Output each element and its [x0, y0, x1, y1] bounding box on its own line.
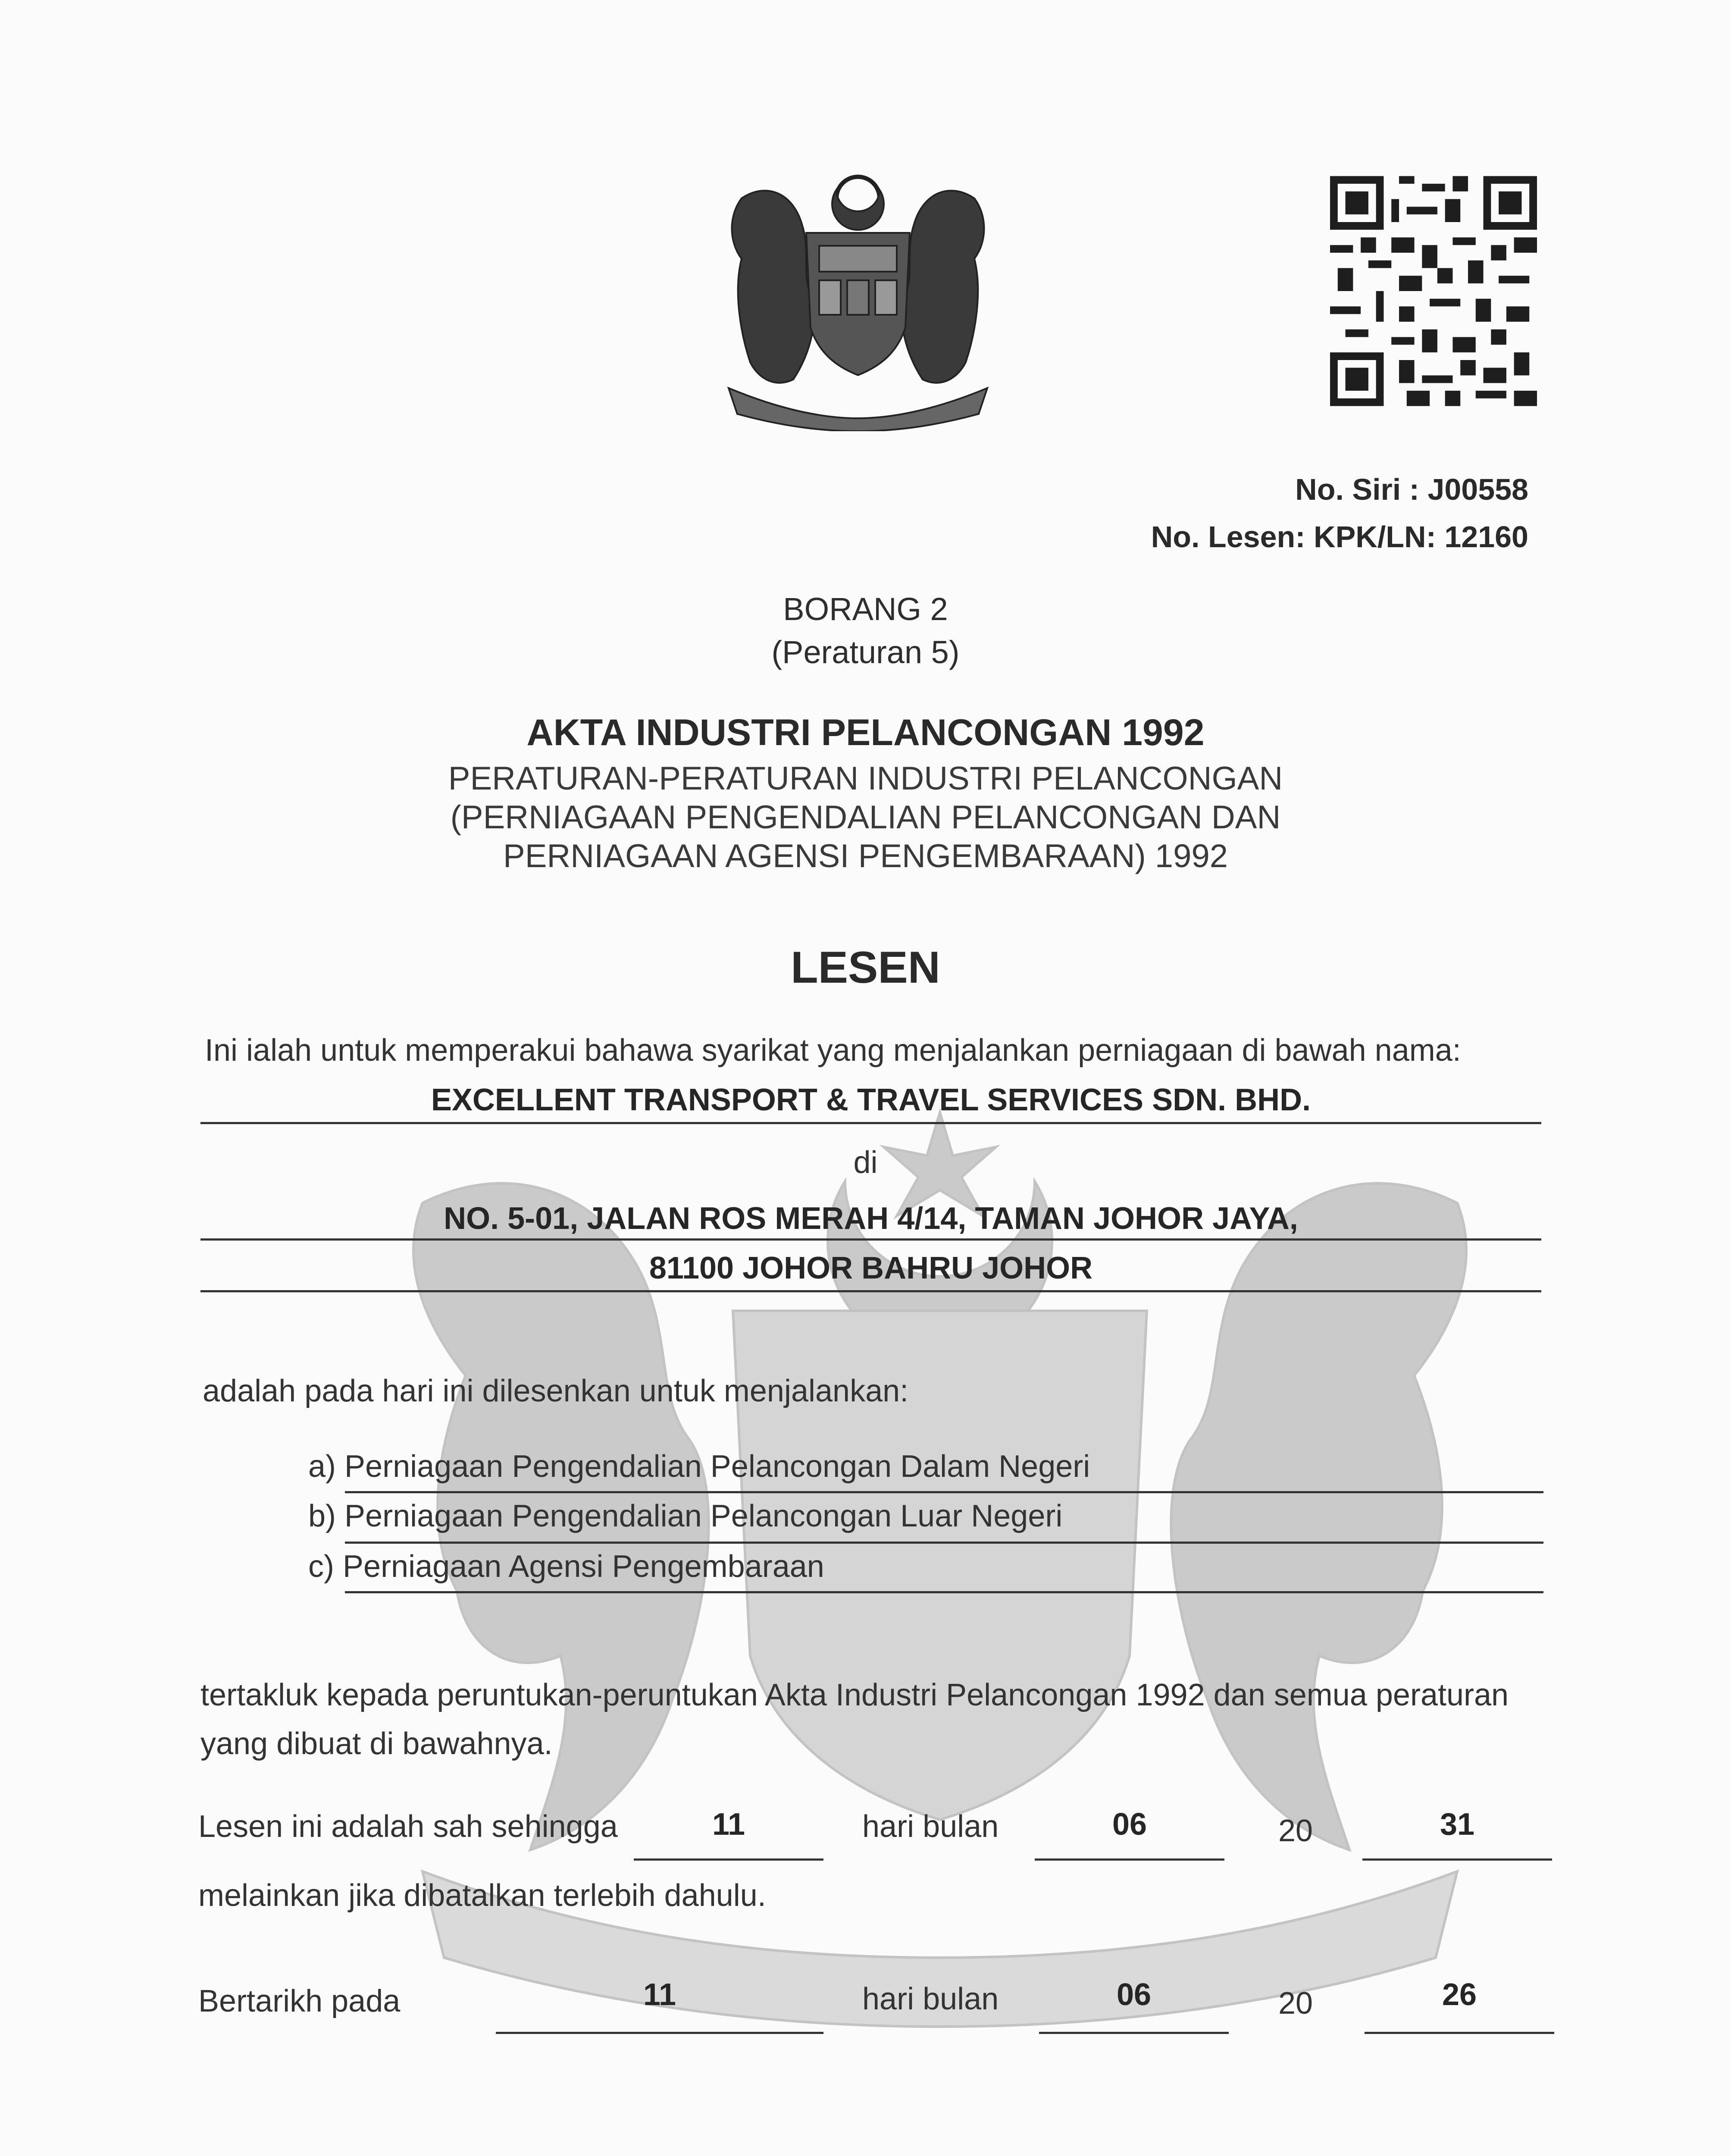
validity-month-label: hari bulan — [862, 1809, 999, 1844]
dated-month: 06 — [1117, 1977, 1152, 2012]
act-line-2: (PERNIAGAAN PENGENDALIAN PELANCONGAN DAN — [450, 799, 1281, 836]
qr-code-icon[interactable] — [1330, 175, 1537, 407]
company-name-line — [200, 1122, 1541, 1124]
activity-rule — [345, 1491, 1543, 1493]
validity-day: 11 — [712, 1807, 745, 1842]
activity-text: Perniagaan Pengendalian Pelancongan Luar Negeri — [344, 1499, 1063, 1533]
dated-month-line — [1039, 2032, 1229, 2034]
activity-letter: b) — [308, 1499, 336, 1533]
activity-letter: a) — [308, 1449, 336, 1484]
license-heading: LESEN — [791, 943, 940, 993]
dated-day: 11 — [643, 1977, 676, 2012]
address-line-1: NO. 5-01, JALAN ROS MERAH 4/14, TAMAN JOHOR JAYA, — [444, 1201, 1298, 1236]
at-word: di — [853, 1145, 878, 1180]
activity-item — [308, 1449, 1090, 1484]
activity-text: Perniagaan Agensi Pengembaraan — [343, 1549, 824, 1584]
activity-text: Perniagaan Pengendalian Pelancongan Dalam Negeri — [344, 1449, 1090, 1484]
act-line-3: PERNIAGAAN AGENSI PENGEMBARAAN) 1992 — [503, 838, 1228, 874]
validity-year: 31 — [1440, 1807, 1475, 1842]
company-name: EXCELLENT TRANSPORT & TRAVEL SERVICES SDN. BHD. — [431, 1083, 1311, 1117]
act-line-1: PERATURAN-PERATURAN INDUSTRI PELANCONGAN — [448, 760, 1283, 797]
validity-month: 06 — [1112, 1807, 1147, 1842]
activity-item — [308, 1498, 1062, 1534]
activity-rule — [345, 1591, 1543, 1593]
address-line-2: 81100 JOHOR BAHRU JOHOR — [649, 1251, 1093, 1285]
unless-text: melainkan jika dibatalkan terlebih dahulu. — [198, 1878, 766, 1913]
activity-letter: c) — [308, 1549, 334, 1584]
dated-century: 20 — [1278, 1986, 1313, 2021]
certify-text: Ini ialah untuk memperakui bahawa syarikat yang menjalankan perniagaan di bawah nama: — [205, 1033, 1461, 1068]
activity-rule — [345, 1542, 1543, 1544]
address-line-2-rule — [200, 1290, 1541, 1292]
coat-of-arms-emblem-icon — [716, 164, 1000, 431]
dated-day-line — [496, 2032, 823, 2034]
address-line-1-rule — [200, 1238, 1541, 1241]
dated-year-line — [1365, 2032, 1554, 2034]
dated-label: Bertarikh pada — [198, 1984, 401, 2018]
licensed-text: adalah pada hari ini dilesenkan untuk menjalankan: — [203, 1374, 909, 1408]
form-title: BORANG 2 — [783, 591, 948, 627]
validity-year-line — [1362, 1858, 1552, 1861]
validity-century: 20 — [1278, 1814, 1313, 1848]
validity-day-line — [634, 1858, 823, 1861]
subject-text-line-2: yang dibuat di bawahnya. — [200, 1727, 553, 1761]
dated-year: 26 — [1442, 1977, 1477, 2012]
license-number: No. Lesen: KPK/LN: 12160 — [1151, 520, 1528, 554]
act-title: AKTA INDUSTRI PELANCONGAN 1992 — [526, 712, 1205, 753]
serial-number: No. Siri : J00558 — [1295, 473, 1528, 506]
activity-item — [308, 1549, 824, 1584]
subject-text-line-1: tertakluk kepada peruntukan-peruntukan Akta Industri Pelancongan 1992 dan semua peraturan — [200, 1678, 1509, 1712]
form-regulation: (Peraturan 5) — [771, 634, 960, 670]
dated-month-label: hari bulan — [862, 1982, 999, 2016]
validity-month-line — [1035, 1858, 1224, 1861]
validity-label: Lesen ini adalah sah sehingga — [198, 1809, 618, 1844]
